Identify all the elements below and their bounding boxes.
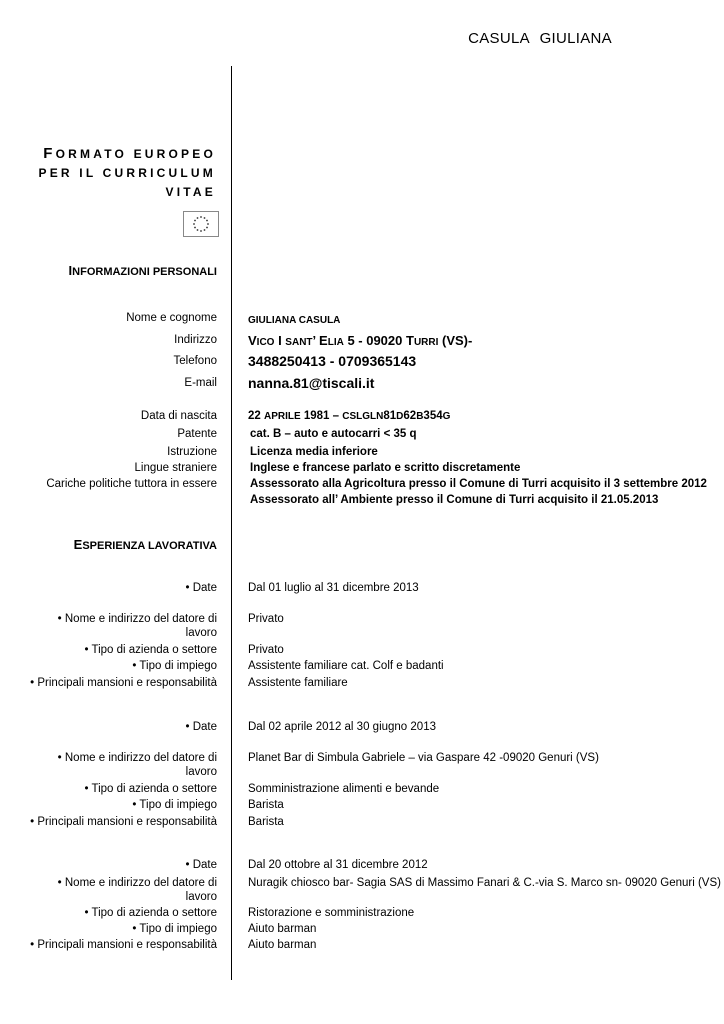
job-sector: Somministrazione alimenti e bevande: [248, 783, 440, 795]
job-employer: Planet Bar di Simbula Gabriele – via Gaspare 42 -09020 Genuri (VS): [248, 752, 599, 764]
label-job: • Tipo di impiego: [132, 799, 217, 811]
label-date: • Date: [185, 721, 217, 733]
label-license: Patente: [177, 428, 217, 440]
label-date: • Date: [185, 859, 217, 871]
job-duties: Assistente familiare: [248, 677, 348, 689]
label-address: Indirizzo: [174, 334, 217, 346]
title-line1: ORMATO EUROPEO: [55, 147, 216, 161]
job-employer: Nuragik chiosco bar- Sagia SAS di Massimo Fanari & C.-via S. Marco sn- 09020 Genuri (VS): [248, 877, 721, 889]
label-date: • Date: [185, 582, 217, 594]
header-name: CASULA GIULIANA: [468, 30, 612, 47]
job-type: Aiuto barman: [248, 923, 317, 935]
cv-title: [38, 144, 216, 202]
label-duties: • Principali mansioni e responsabilità: [30, 677, 217, 689]
label-job: • Tipo di impiego: [132, 923, 217, 935]
value-address: VICO I SANT’ ELIA 5 - 09020 TURRI (VS)-: [248, 333, 473, 348]
title-line2: PER IL CURRICULUM: [38, 166, 216, 180]
section-personal-info: INFORMAZIONI PERSONALI: [68, 263, 217, 278]
label-sector: • Tipo di azienda o settore: [84, 644, 217, 656]
job-sector: Ristorazione e somministrazione: [248, 907, 415, 919]
label-employer: • Nome e indirizzo del datore di lavoro: [57, 613, 217, 639]
label-job: • Tipo di impiego: [132, 660, 217, 672]
label-employer: • Nome e indirizzo del datore di lavoro: [57, 877, 217, 903]
value-education: Licenza media inferiore: [250, 446, 378, 458]
value-languages: Inglese e francese parlato e scritto discretamente: [250, 462, 521, 474]
label-languages: Lingue straniere: [134, 462, 217, 474]
job-type: Assistente familiare cat. Colf e badanti: [248, 660, 444, 672]
label-sector: • Tipo di azienda o settore: [84, 783, 217, 795]
label-employer: • Nome e indirizzo del datore di lavoro: [57, 752, 217, 778]
value-birth: 22 APRILE 1981 – CSLGLN81D62B354G: [248, 410, 451, 422]
value-political-1: Assessorato alla Agricoltura presso il Comune di Turri acquisito il 3 settembre 2012: [250, 478, 707, 490]
value-name: GIULIANA CASULA: [248, 315, 341, 326]
label-email: E-mail: [184, 377, 217, 389]
job-type: Barista: [248, 799, 284, 811]
label-education: Istruzione: [167, 446, 217, 458]
job-sector: Privato: [248, 644, 284, 656]
value-email[interactable]: nanna.81@tiscali.it: [248, 375, 375, 391]
value-political-2: Assessorato all’ Ambiente presso il Comune di Turri acquisito il 21.05.2013: [250, 494, 659, 506]
label-phone: Telefono: [173, 355, 217, 367]
label-name: Nome e cognome: [126, 312, 217, 324]
label-birth: Data di nascita: [140, 410, 217, 422]
label-political: Cariche politiche tuttora in essere: [46, 478, 217, 490]
job-employer: Privato: [248, 613, 284, 625]
title-cap: F: [43, 145, 56, 162]
job-date: Dal 01 luglio al 31 dicembre 2013: [248, 582, 419, 594]
value-license: cat. B – auto e autocarri < 35 q: [250, 428, 417, 440]
job-date: Dal 20 ottobre al 31 dicembre 2012: [248, 859, 428, 871]
value-phone: 3488250413 - 0709365143: [248, 353, 417, 369]
section-work-experience: ESPERIENZA LAVORATIVA: [73, 537, 217, 552]
eu-flag-icon: [183, 211, 219, 237]
label-sector: • Tipo di azienda o settore: [84, 907, 217, 919]
job-duties: Barista: [248, 816, 284, 828]
label-duties: • Principali mansioni e responsabilità: [30, 939, 217, 951]
title-line3: VITAE: [165, 185, 216, 199]
job-duties: Aiuto barman: [248, 939, 317, 951]
vertical-divider: [231, 66, 232, 980]
label-duties: • Principali mansioni e responsabilità: [30, 816, 217, 828]
job-date: Dal 02 aprile 2012 al 30 giugno 2013: [248, 721, 436, 733]
